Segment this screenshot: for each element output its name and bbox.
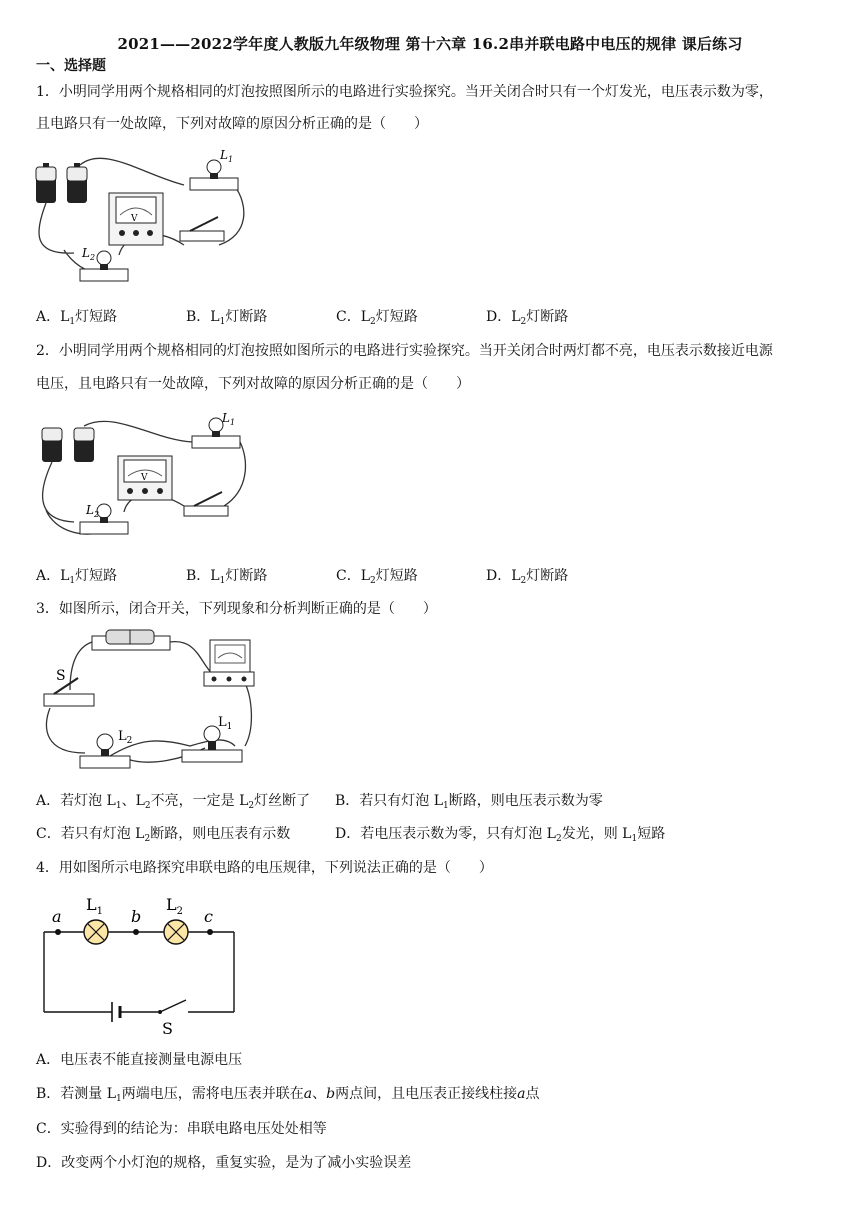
fig4-label-l2: $L_2$ bbox=[166, 895, 183, 917]
fig4-label-b: b bbox=[131, 907, 142, 926]
q4-circuit-figure bbox=[40, 888, 240, 1036]
q2-stem-line2: 电压，且电路只有一处故障，下列对故障的原因分析正确的是（ ） bbox=[36, 376, 470, 392]
fig1-meter-label: V bbox=[131, 214, 138, 224]
q3-stem-line1: 3．如图所示，闭合开关，下列现象和分析判断正确的是（ ） bbox=[36, 601, 437, 617]
q2-option-a[interactable]: A．$L_1$灯短路 bbox=[36, 568, 118, 586]
q3-option-row1 bbox=[36, 791, 310, 811]
switch-icon bbox=[44, 678, 94, 706]
battery-icon bbox=[112, 1002, 120, 1022]
q2-circuit-figure bbox=[34, 410, 254, 555]
node-b bbox=[133, 929, 139, 935]
page-title: 2021——2022学年度人教版九年级物理 第十六章 16.2串并联电路中电压的规律 课后练习 bbox=[117, 35, 743, 53]
q4-option-b[interactable]: B．若测量 $L_1$两端电压，需将电压表并联在a、b两点间，且电压表正接线柱接a点 bbox=[36, 1086, 540, 1104]
q3-circuit-figure bbox=[40, 628, 270, 778]
q1-circuit-figure bbox=[34, 145, 254, 295]
fig1-label-l1: $L_1$ bbox=[220, 148, 234, 164]
fig4-label-l1: $L_1$ bbox=[86, 895, 103, 917]
q4-option-a[interactable]: A．电压表不能直接测量电源电压 bbox=[36, 1052, 243, 1068]
q4-stem-line1: 4．用如图所示电路探究串联电路的电压规律，下列说法正确的是（ ） bbox=[36, 860, 493, 876]
lamp-l2-icon bbox=[164, 920, 188, 944]
fig2-meter-label: V bbox=[141, 473, 148, 483]
battery-icon bbox=[36, 163, 87, 203]
fig4-label-a: a bbox=[52, 907, 62, 926]
switch-icon bbox=[184, 492, 228, 516]
q1-option-b[interactable]: B．$L_1$灯断路 bbox=[186, 309, 268, 327]
fig4-label-c: c bbox=[204, 907, 213, 926]
q1-option-d[interactable]: D．$L_2$灯断路 bbox=[486, 309, 569, 327]
q4-option-c[interactable]: C．实验得到的结论为：串联电路电压处处相等 bbox=[36, 1121, 327, 1137]
q3-option-b[interactable]: B．若只有灯泡 $L_1$断路，则电压表示数为零 bbox=[335, 793, 603, 811]
q3-option-d[interactable]: D．若电压表示数为零，只有灯泡 $L_2$发光，则 $L_1$短路 bbox=[335, 826, 666, 844]
q3-option-a[interactable]: A．若灯泡 $L_1$、$L_2$不亮，一定是 $L_2$灯丝断了 bbox=[36, 793, 311, 811]
fig3-label-l2: $L_2$ bbox=[118, 729, 133, 746]
q4-option-d[interactable]: D．改变两个小灯泡的规格，重复实验，是为了减小实验误差 bbox=[36, 1155, 412, 1171]
q1-stem-line2: 且电路只有一处故障，下列对故障的原因分析正确的是（ ） bbox=[36, 116, 428, 132]
fig4-label-s: S bbox=[162, 1019, 173, 1038]
q1-option-a[interactable]: A．$L_1$灯短路 bbox=[36, 309, 118, 327]
battery-icon bbox=[42, 428, 94, 462]
q1-option-c[interactable]: C．$L_2$灯短路 bbox=[336, 309, 418, 327]
node-a bbox=[55, 929, 61, 935]
voltmeter-icon bbox=[118, 456, 172, 500]
switch-icon bbox=[158, 1000, 186, 1014]
q1-stem-line1: 1．小明同学用两个规格相同的灯泡按照图所示的电路进行实验探究。当开关闭合时只有一个灯发光，电压表示数为零， bbox=[36, 84, 773, 100]
fig1-label-l2: $L_2$ bbox=[82, 246, 96, 262]
fig2-label-l1: $L_1$ bbox=[222, 411, 236, 427]
switch-icon bbox=[180, 217, 224, 241]
fig3-label-l1: $L_1$ bbox=[218, 715, 233, 732]
fig3-label-s: S bbox=[56, 668, 66, 684]
q2-option-d[interactable]: D．$L_2$灯断路 bbox=[486, 568, 569, 586]
q1-options bbox=[36, 307, 636, 327]
q2-option-c[interactable]: C．$L_2$灯短路 bbox=[336, 568, 418, 586]
voltmeter-icon bbox=[109, 193, 163, 245]
q3-option-c[interactable]: C．若只有灯泡 $L_2$断路，则电压表有示数 bbox=[36, 826, 291, 844]
fig2-label-l2: $L_2$ bbox=[86, 503, 100, 519]
lamp-l1-icon bbox=[84, 920, 108, 944]
q2-stem-line1: 2．小明同学用两个规格相同的灯泡按照如图所示的电路进行实验探究。当开关闭合时两灯都不亮，电压表示数接近电源 bbox=[36, 343, 773, 359]
voltmeter-icon bbox=[204, 640, 254, 686]
section-heading: 一、选择题 bbox=[36, 58, 106, 74]
q2-option-b[interactable]: B．$L_1$灯断路 bbox=[186, 568, 268, 586]
lamp-l1-icon bbox=[190, 160, 238, 190]
node-c bbox=[207, 929, 213, 935]
battery-icon bbox=[92, 630, 170, 650]
q2-options bbox=[36, 566, 636, 586]
